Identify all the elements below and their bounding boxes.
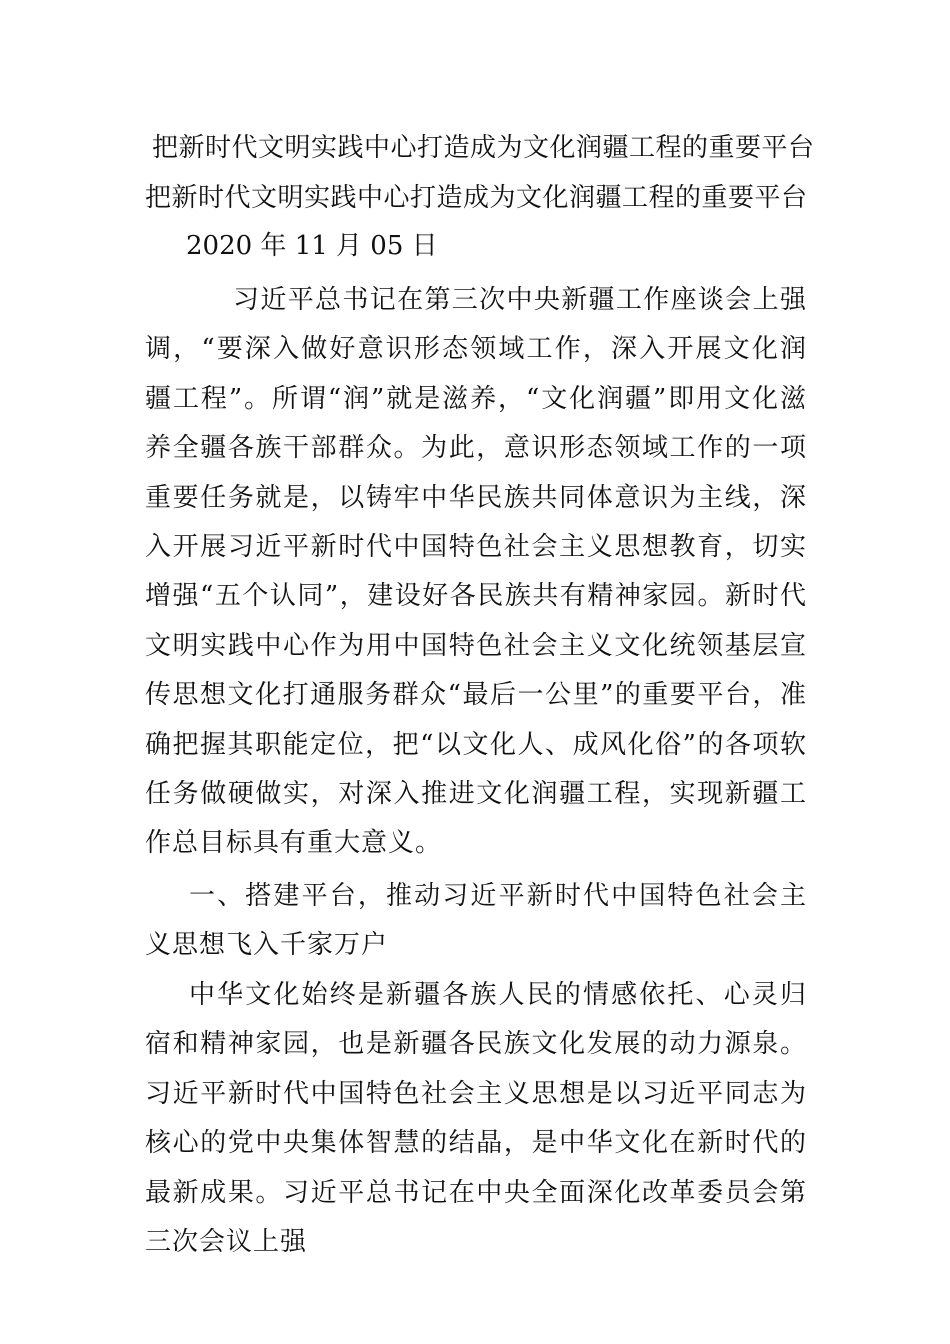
section-heading-1: 一、搭建平台，推动习近平新时代中国特色社会主义思想飞入千家万户	[145, 881, 807, 961]
document-date: 2020 年 11 月 05 日	[186, 231, 438, 261]
document-title-line-2: 把新时代文明实践中心打造成为文化润疆工程的重要平台	[145, 183, 808, 213]
paragraph-intro: 习近平总书记在第三次中央新疆工作座谈会上强调，“要深入做好意识形态领域工作，深入开展文化润疆工程”。所谓“润”就是滋养，“文化润疆”即用文化滋养全疆各族干部群众。为此，意识形态领域工作的一项重要任务就是，以铸牢中华民族共同体意识为主线，深入开展习近平新时代中国特色社会主义思想教育，切实增强“五个认同”，建设好各民族共有精神家园。新时代文明实践中心作为用中国特色社会主义文化统领基层宣传思想文化打通服务群众“最后一公里”的重要平台，准确把握其职能定位，把“以文化人、成风化俗”的各项软任务做硬做实，对深入推进文化润疆工程，实现新疆工作总目标具有重大意义。	[145, 285, 807, 859]
document-title-line-1: 把新时代文明实践中心打造成为文化润疆工程的重要平台	[152, 133, 815, 163]
paragraph-section-1: 中华文化始终是新疆各族人民的情感依托、心灵归宿和精神家园，也是新疆各民族文化发展的动力源泉。习近平新时代中国特色社会主义思想是以习近平同志为核心的党中央集体智慧的结晶，是中华文化在新时代的最新成果。习近平总书记在中央全面深化改革委员会第三次会议上强	[145, 980, 807, 1258]
